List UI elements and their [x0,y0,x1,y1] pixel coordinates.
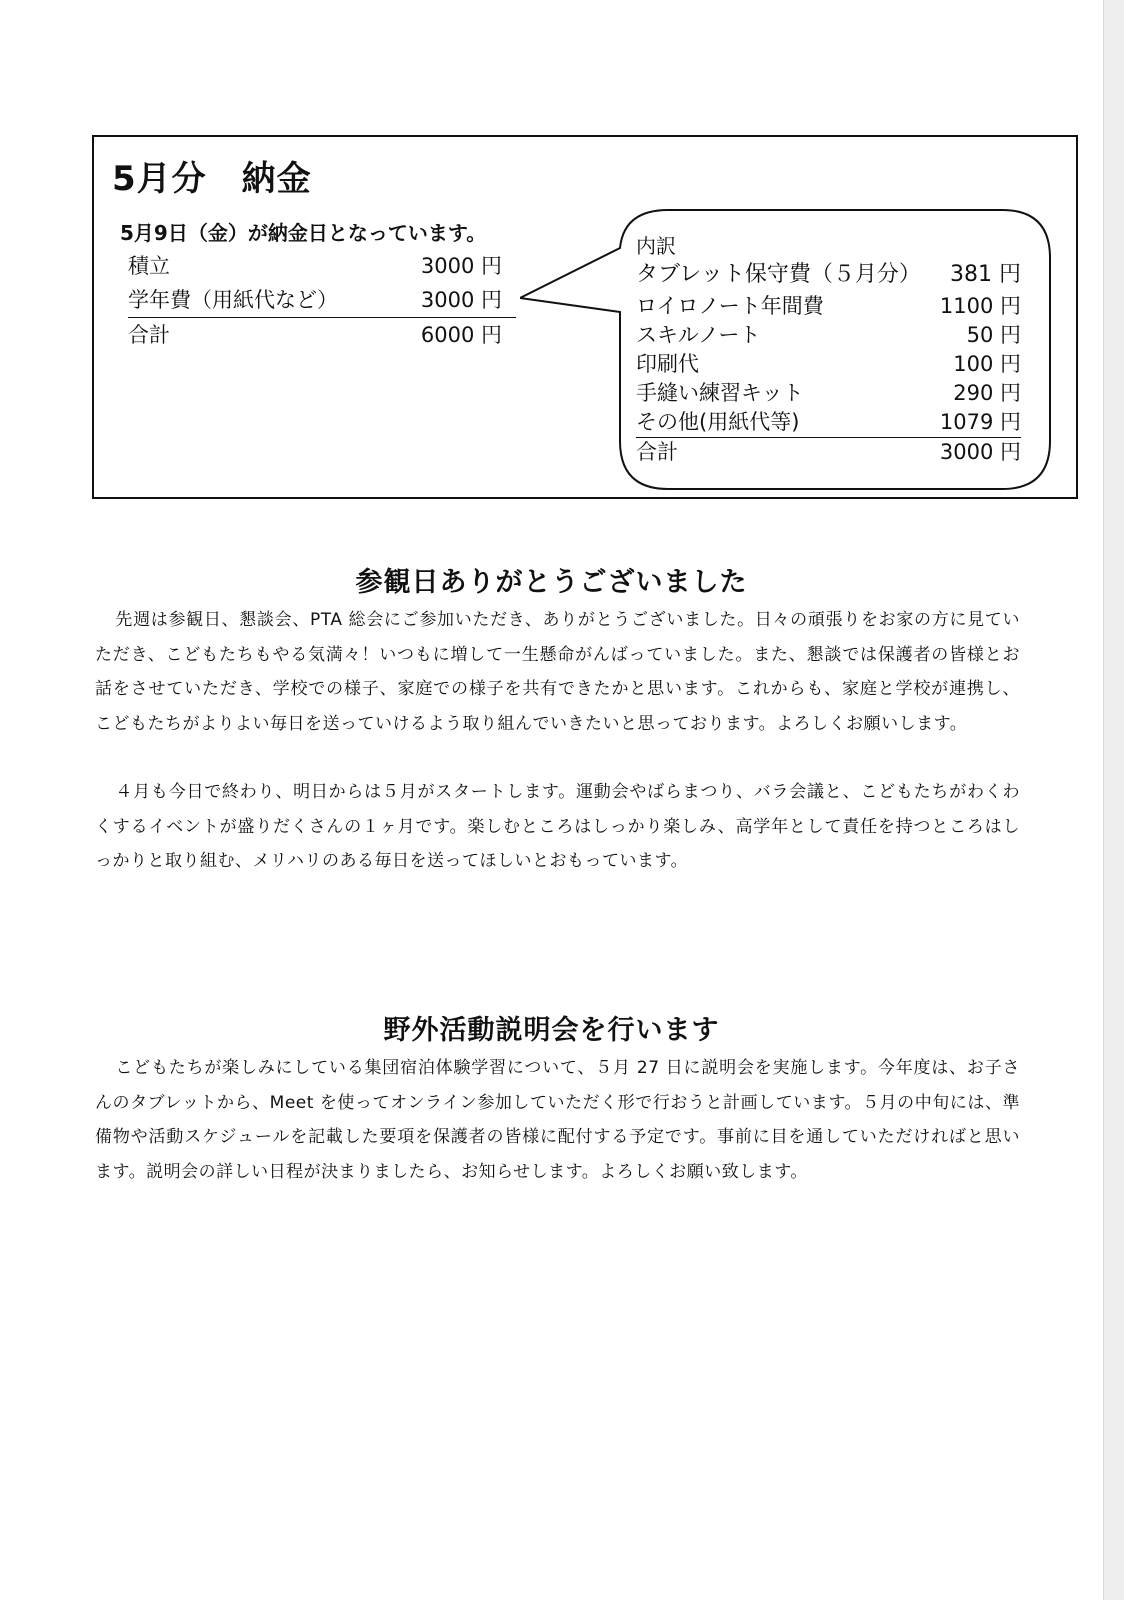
due-date-notice: 5月9日（金）が納金日となっています。 [120,221,487,245]
breakdown-label: その他(用紙代等) [636,410,800,434]
payment-title: 5月分 納金 [112,159,312,199]
breakdown-amount: 381 円 [950,262,1021,287]
fee-row-total [128,318,516,352]
paragraph-outdoor-activity: こどもたちが楽しみにしている集団宿泊体験学習について、５月 27 日に説明会を実施します。今年度は、お子さんのタブレットから、Meet を使ってオンライン参加していただく形で行おうと計画しています。５月の中旬には、準備物や活動スケジュールを記載した要項を保護者の皆様に配付する予定です。事前に目を通していただければと思います。説明会の詳しい日程が決まりましたら、お知らせします。よろしくお願い致します。 [95,1058,1020,1182]
fee-row-grade-fee [128,283,516,318]
breakdown-total-label: 合計 [636,440,678,464]
fee-amount: 3000 円 [420,254,502,278]
fee-row-savings [128,249,516,283]
breakdown-amount: 290 円 [953,381,1021,405]
breakdown-amount: 1100 円 [939,294,1021,318]
breakdown-label: 手縫い練習キット [636,381,804,405]
breakdown-row [636,408,1021,438]
breakdown-row [636,292,1021,321]
breakdown-table [636,258,1021,467]
breakdown-row [636,258,1021,292]
breakdown-amount: 1079 円 [939,410,1021,434]
breakdown-label: 印刷代 [636,352,699,376]
section-heading-outdoor-activity: 野外活動説明会を行います [383,1015,720,1046]
breakdown-bubble [608,208,1049,491]
breakdown-row [636,350,1021,379]
fee-amount: 3000 円 [420,288,502,312]
fee-table [128,249,516,352]
breakdown-label: ロイロノート年間費 [636,294,824,318]
paragraph-open-house-2: ４月も今日で終わり、明日からは５月がスタートします。運動会やばらまつり、バラ会議と、こどもたちがわくわくするイベントが盛りだくさんの１ヶ月です。楽しむところはしっかり楽しみ、高学年として責任を持つところはしっかりと取り組む、メリハリのある毎日を送ってほしいとおもっています。 [95,782,1020,871]
breakdown-total-amount: 3000 円 [939,440,1021,464]
breakdown-amount: 50 円 [966,323,1021,347]
fee-label: 積立 [128,254,170,278]
fee-total-amount: 6000 円 [420,323,502,347]
breakdown-row [636,321,1021,350]
breakdown-label: タブレット保守費（５月分） [636,262,921,287]
breakdown-amount: 100 円 [953,352,1021,376]
paragraph-open-house-1: 先週は参観日、懇談会、PTA 総会にご参加いただき、ありがとうございました。日々の頑張りをお家の方に見ていただき、こどもたちもやる気満々！いつもに増して一生懸命がんばっていました。また、懇談では保護者の皆様とお話をさせていただき、学校での様子、家庭での様子を共有できたかと思います。これからも、家庭と学校が連携し、こどもたちがよりよい毎日を送っていけるよう取り組んでいきたいと思っております。よろしくお願いします。 [95,610,1020,734]
fee-total-label: 合計 [128,323,170,347]
breakdown-row [636,379,1021,408]
breakdown-label: スキルノート [636,323,761,347]
section-heading-open-house: 参観日ありがとうございました [355,567,748,598]
breakdown-total-row [636,438,1021,467]
breakdown-title: 内訳 [636,234,676,258]
page-edge [1103,0,1124,1600]
fee-label: 学年費（用紙代など） [128,288,338,312]
